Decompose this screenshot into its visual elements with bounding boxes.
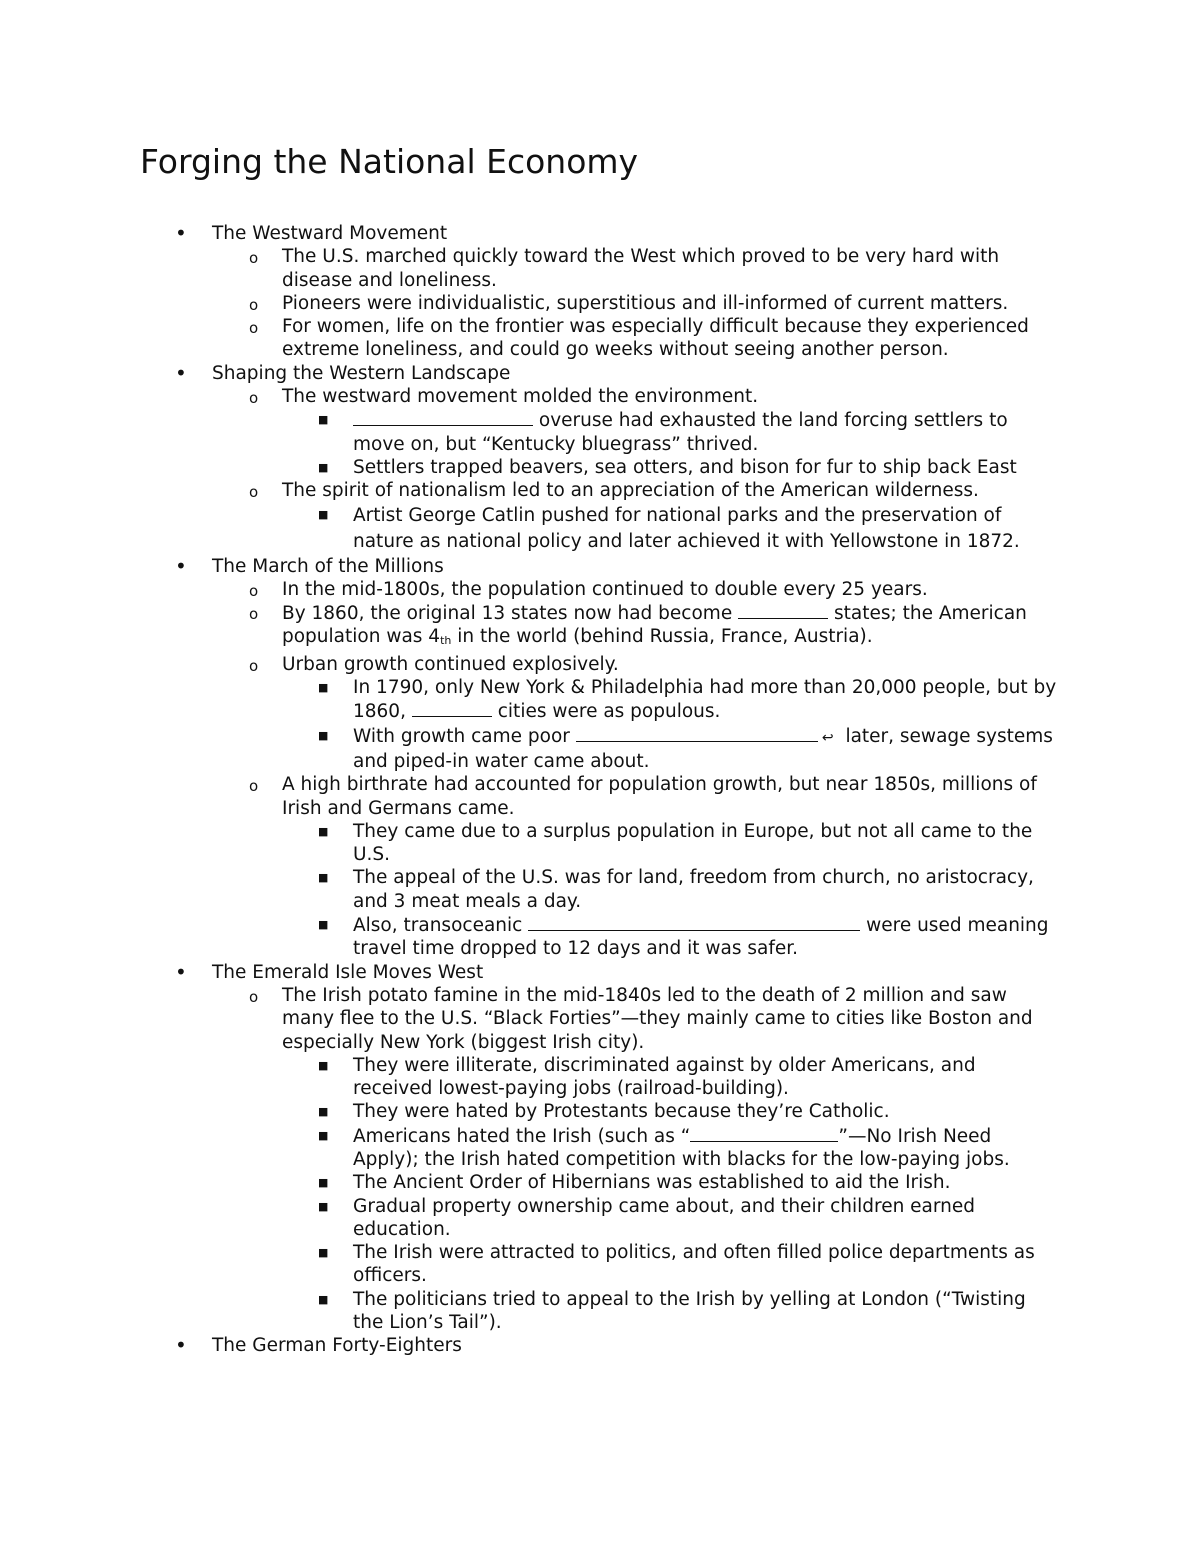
subpoint-text-after: overuse had exhausted the land forcing settlers to move on, but “Kentucky bluegrass” thrived.: [353, 410, 1008, 455]
subpoint-text: They were illiterate, discriminated against by older Americans, and received lowest-paying jobs (railroad-building).: [353, 1054, 976, 1100]
subpoint-text: They came due to a surplus population in Europe, but not all came to the U.S.: [353, 820, 1033, 866]
section-heading: The March of the Millions: [212, 555, 444, 577]
point-text-middle: states; the American population was 4: [282, 603, 1027, 648]
point-item: [0, 315, 1200, 362]
fill-in-blank: [576, 724, 818, 742]
subpoint-text-before: In 1790, only New York & Philadelphia had more than 20,000 people, but by 1860,: [353, 677, 1057, 723]
section-heading: Shaping the Western Landscape: [212, 362, 511, 384]
point-item: [0, 653, 1200, 773]
circle-bullet-icon: o: [249, 319, 259, 338]
fill-in-blank: [412, 699, 492, 717]
point-text: A high birthrate had accounted for population growth, but near 1850s, millions of Irish and Germans came.: [282, 774, 1037, 819]
circle-bullet-icon: o: [249, 249, 259, 268]
circle-bullet-icon: o: [249, 389, 259, 408]
section-heading: The Emerald Isle Moves West: [212, 961, 484, 983]
subpoint-text-after: cities were as populous.: [497, 701, 721, 723]
point-item: [0, 385, 1200, 479]
subpoint-item: [0, 820, 1200, 867]
square-bullet-icon: ■: [318, 918, 329, 932]
section-march-of-millions: [0, 555, 1200, 961]
subpoint-text: Gradual property ownership came about, and their children earned education.: [353, 1195, 976, 1240]
bullet-icon: •: [175, 553, 187, 578]
return-arrow-icon: ↩: [821, 729, 834, 746]
subpoint-item: [0, 1171, 1200, 1194]
square-bullet-icon: ■: [318, 871, 329, 885]
circle-bullet-icon: o: [249, 483, 259, 502]
subpoint-text: [353, 676, 1058, 724]
point-text: For women, life on the frontier was especially difficult because they experienced extreme loneliness, and could go weeks without seeing another person.: [282, 316, 1029, 361]
point-text: The Irish potato famine in the mid-1840s led to the death of 2 million and saw many flee to the U.S. “Black Forties”—they mainly came to cities like Boston and especially New York (biggest Irish city).: [282, 984, 1033, 1053]
subpoint-item: [0, 1195, 1200, 1242]
subpoint-list: [0, 676, 1200, 773]
square-bullet-icon: ■: [318, 1128, 329, 1142]
subpoint-text: [353, 913, 1058, 961]
subpoint-text: The appeal of the U.S. was for land, freedom from church, no aristocracy, and 3 meat meals a day.: [353, 867, 1034, 912]
circle-bullet-icon: o: [249, 656, 259, 675]
point-text: [282, 601, 1057, 653]
section-list: [0, 222, 1200, 1358]
fill-in-blank: [528, 913, 860, 931]
subpoint-text-after: were used meaning travel time dropped to 12 days and it was safer.: [353, 915, 1049, 960]
section-heading: The German Forty-Eighters: [212, 1335, 462, 1357]
section-german-forty-eighters: [0, 1334, 1200, 1357]
bullet-icon: •: [175, 1333, 187, 1358]
point-text: In the mid-1800s, the population continued to double every 25 years.: [282, 578, 928, 600]
circle-bullet-icon: o: [249, 295, 259, 314]
subpoint-text-after: later, sewage systems and piped-in water came about.: [353, 725, 1053, 772]
square-bullet-icon: ■: [318, 1105, 329, 1119]
subpoint-text: [353, 408, 1058, 456]
point-item: [0, 578, 1200, 601]
fill-in-blank: [690, 1124, 838, 1142]
point-list: [0, 385, 1200, 554]
square-bullet-icon: ■: [318, 1176, 329, 1190]
subpoint-text-before: With growth came poor: [353, 725, 570, 747]
square-bullet-icon: ■: [318, 1246, 329, 1260]
point-text-before: By 1860, the original 13 states now had become: [282, 603, 733, 625]
point-item: [0, 245, 1200, 292]
subpoint-list: [0, 503, 1200, 555]
subpoint-item: [0, 913, 1200, 961]
subpoint-item: [0, 1054, 1200, 1101]
square-bullet-icon: ■: [318, 413, 329, 427]
subpoint-text-after: ”—No Irish Need Apply); the Irish hated competition with blacks for the low-paying jobs.: [353, 1125, 1010, 1170]
section-western-landscape: [0, 362, 1200, 555]
subpoint-item: [0, 866, 1200, 913]
subpoint-text: [353, 1124, 1058, 1172]
subpoint-text: They were hated by Protestants because they’re Catholic.: [353, 1101, 890, 1123]
point-text: The westward movement molded the environment.: [282, 386, 759, 408]
subpoint-item: [0, 456, 1200, 479]
subpoint-item: [0, 1124, 1200, 1172]
subpoint-text: Artist George Catlin pushed for national parks and the preservation of nature as national policy and later achieved it with Yellowstone in 1872.: [353, 504, 1020, 552]
point-item: [0, 292, 1200, 315]
subpoint-text-before: Also, transoceanic: [353, 915, 523, 937]
subpoint-list: [0, 1054, 1200, 1335]
fill-in-blank: [353, 408, 533, 426]
subpoint-list: [0, 408, 1200, 479]
subpoint-item: [0, 1241, 1200, 1288]
circle-bullet-icon: o: [249, 605, 259, 624]
bullet-icon: •: [175, 221, 187, 245]
point-list: [0, 984, 1200, 1334]
point-text-after: in the world (behind Russia, France, Austria).: [457, 626, 873, 648]
square-bullet-icon: ■: [318, 1199, 329, 1213]
bullet-icon: •: [175, 360, 187, 385]
circle-bullet-icon: o: [249, 777, 259, 796]
subpoint-item: [0, 724, 1200, 774]
square-bullet-icon: ■: [318, 728, 329, 742]
point-text: Pioneers were individualistic, superstitious and ill-informed of current matters.: [282, 292, 1009, 314]
subpoint-text: Settlers trapped beavers, sea otters, and bison for fur to ship back East: [353, 456, 1017, 478]
point-item: [0, 601, 1200, 653]
subpoint-text: The Ancient Order of Hibernians was established to aid the Irish.: [353, 1172, 951, 1194]
point-text: Urban growth continued explosively.: [282, 653, 619, 675]
subpoint-item: [0, 1100, 1200, 1123]
square-bullet-icon: ■: [318, 1058, 329, 1072]
outline: [0, 222, 1200, 1358]
subpoint-text-before: Americans hated the Irish (such as “: [353, 1125, 691, 1147]
square-bullet-icon: ■: [318, 1292, 329, 1306]
square-bullet-icon: ■: [318, 460, 329, 474]
point-list: [0, 578, 1200, 961]
square-bullet-icon: ■: [318, 824, 329, 838]
point-item: [0, 773, 1200, 960]
subpoint-item: [0, 1288, 1200, 1335]
subpoint-list: [0, 820, 1200, 961]
subpoint-text: [353, 724, 1058, 774]
section-heading: The Westward Movement: [212, 223, 448, 244]
page-title: Forging the National Economy: [140, 142, 639, 181]
subpoint-item: [0, 676, 1200, 724]
square-bullet-icon: ■: [318, 681, 329, 695]
subpoint-item: [0, 503, 1200, 555]
fill-in-blank: [738, 601, 828, 619]
point-list: [0, 245, 1200, 361]
ordinal-suffix: th: [440, 634, 452, 648]
section-westward-movement: [0, 222, 1200, 362]
point-text: The spirit of nationalism led to an appreciation of the American wilderness.: [282, 480, 979, 502]
point-text: The U.S. marched quickly toward the West which proved to be very hard with disease and loneliness.: [282, 246, 1000, 291]
subpoint-item: [0, 408, 1200, 456]
subpoint-text: The Irish were attracted to politics, and often filled police departments as officers.: [353, 1242, 1035, 1287]
circle-bullet-icon: o: [249, 581, 259, 600]
subpoint-text: The politicians tried to appeal to the Irish by yelling at London (“Twisting the Lion’s Tail”).: [353, 1288, 1026, 1334]
point-item: [0, 984, 1200, 1334]
square-bullet-icon: ■: [318, 507, 329, 521]
point-item: [0, 479, 1200, 554]
section-emerald-isle: [0, 961, 1200, 1335]
circle-bullet-icon: o: [249, 987, 259, 1006]
bullet-icon: •: [175, 959, 187, 984]
